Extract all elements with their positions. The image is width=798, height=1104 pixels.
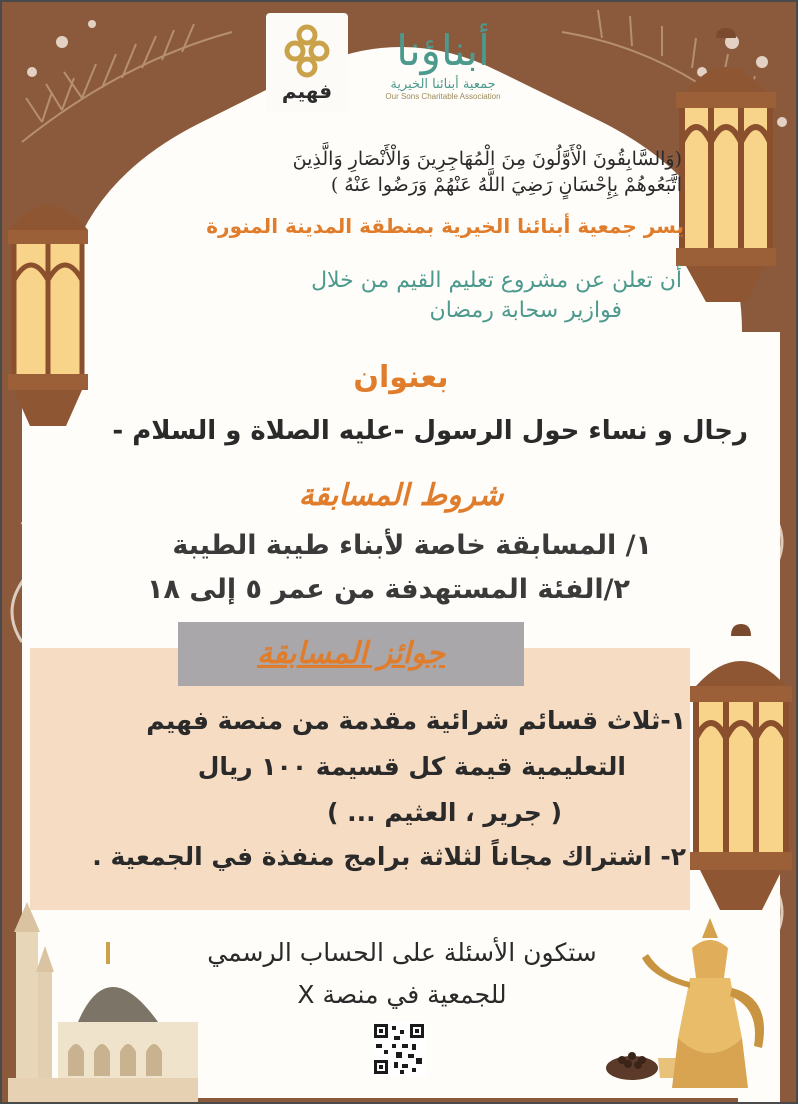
mosque-illustration — [8, 902, 198, 1102]
association-logo-subtitle-en: Our Sons Charitable Association — [385, 92, 501, 101]
footer-line-2: للجمعية في منصة X — [297, 980, 507, 1009]
intro-line-3: فوازير سحابة رمضان — [429, 298, 622, 323]
association-logo-subtitle-ar: جمعية أبنائنا الخيرية — [390, 77, 496, 92]
verse-line-2: اتَّبَعُوهُمْ بِإِحْسَانٍ رَضِيَ اللَّهُ عَنْهُمْ وَرَضُوا عَنْهُ ) — [330, 174, 682, 196]
association-logo-name: أبناؤنا — [396, 26, 490, 75]
conditions-heading: شروط المسابقة — [298, 478, 504, 513]
prize-line-2: التعليمية قيمة كل قسيمة ١٠٠ ريال — [197, 752, 626, 781]
section-heading: بعنوان — [353, 360, 449, 395]
logos-area — [266, 8, 526, 118]
association-logo — [368, 25, 518, 101]
coffee-pot-illustration — [602, 918, 792, 1098]
prizes-heading: جوائز المسابقة — [256, 636, 446, 671]
fahim-logo-text: فهيم — [281, 79, 333, 103]
lantern-bottom-right — [686, 620, 796, 920]
fahim-logo-mark-icon — [282, 23, 332, 79]
intro-line-2: أن تعلن عن مشروع تعليم القيم من خلال — [311, 268, 682, 293]
competition-title: رجال و نساء حول الرسول -عليه الصلاة و السلام - — [112, 416, 748, 446]
qr-code-icon[interactable] — [372, 1022, 426, 1076]
condition-item-1: ١/ المسابقة خاصة لأبناء طيبة الطيبة — [172, 530, 652, 561]
prize-line-4: ٢- اشتراك مجاناً لثلاثة برامج منفذة في الجمعية . — [92, 842, 686, 871]
quran-verse — [102, 146, 682, 198]
prize-line-3: ( جرير ، العثيم ... ) — [327, 798, 562, 827]
footer-line-1: ستكون الأسئلة على الحساب الرسمي — [207, 938, 597, 967]
verse-line-1: (وَالسَّابِقُونَ الْأَوَّلُونَ مِنَ الْمُهَاجِرِينَ وَالْأَنْصَارِ وَالَّذِينَ — [292, 148, 682, 170]
lantern-top-right — [666, 22, 786, 312]
prize-line-1: ١-ثلاث قسائم شرائية مقدمة من منصة فهيم — [146, 706, 686, 735]
intro-line-1: يسر جمعية أبنائنا الخيرية بمنطقة المدينة المنورة — [206, 214, 684, 238]
condition-item-2: ٢/الفئة المستهدفة من عمر ٥ إلى ١٨ — [147, 574, 630, 605]
fahim-logo — [266, 13, 348, 113]
